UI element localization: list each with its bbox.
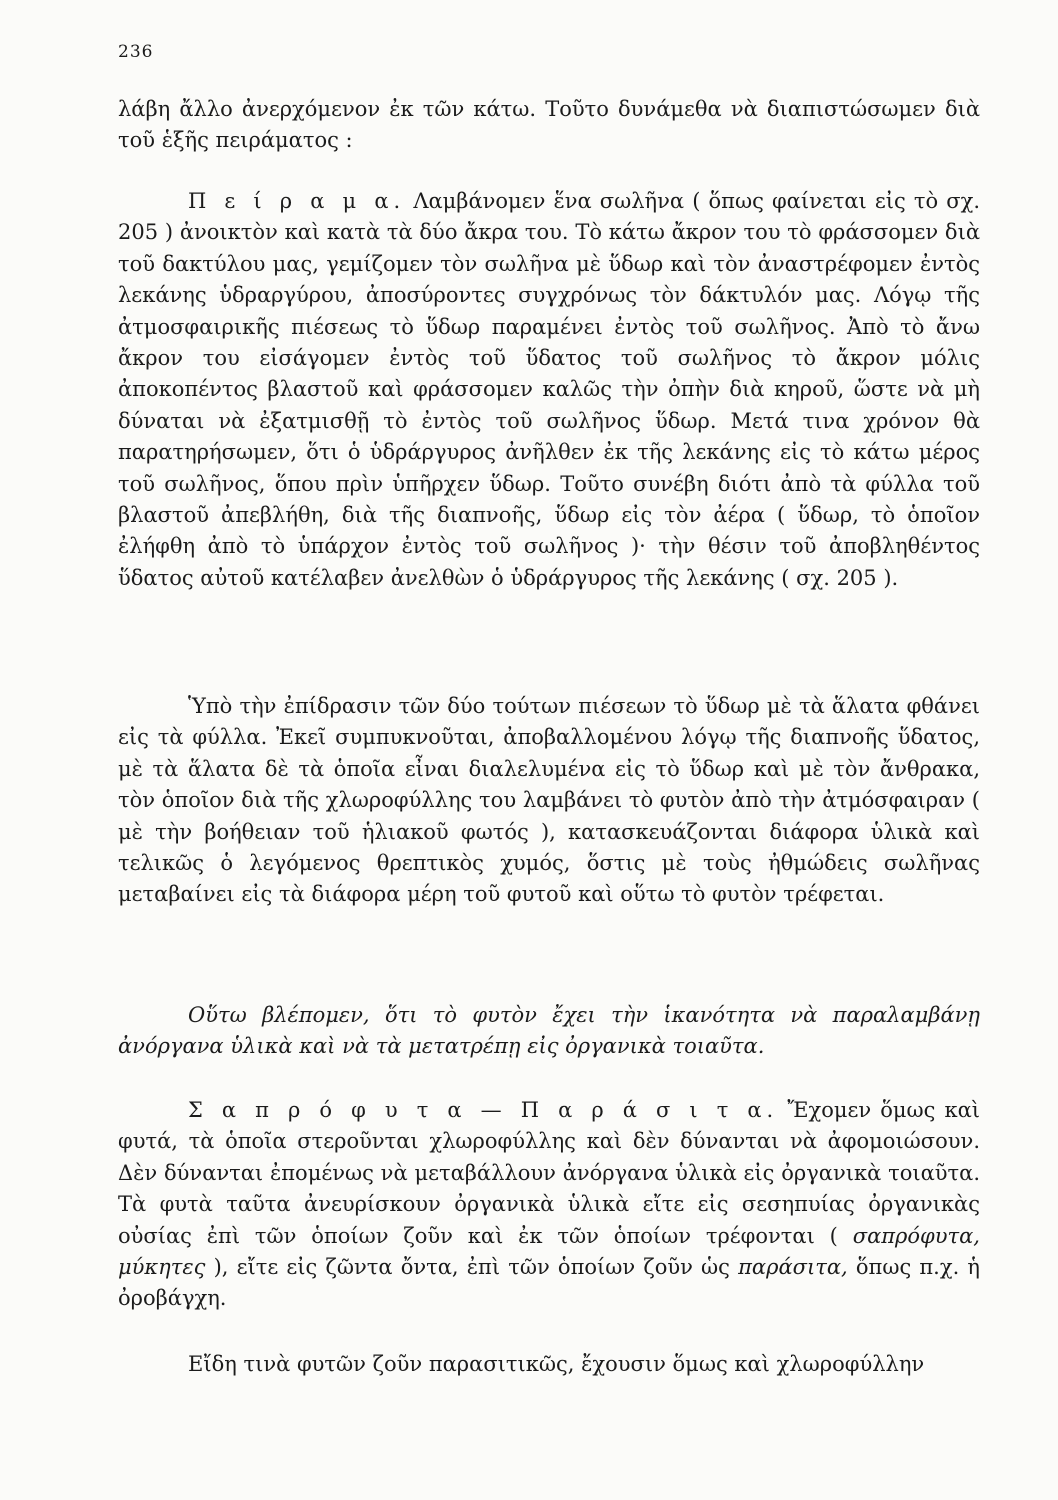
saprophytes-italic-2: παράσιτα, <box>738 1255 848 1280</box>
saprophytes-text-2: ), εἴτε εἰς ζῶντα ὄντα, ἐπὶ τῶν ὁποίων ζοῦν ὡς <box>213 1255 730 1280</box>
experiment-body <box>118 186 980 594</box>
effect-text: Ὑπὸ τὴν ἐπίδρασιν τῶν δύο τούτων πιέσεων τὸ ὕδωρ μὲ τὰ ἅλατα φθάνει εἰς τὰ φύλλα. Ἐκεῖ συμπυκνοῦται, ἀποβαλλομένου λόγῳ τῆς διαπνοῆς ὕδατος, μὲ τὰ ἅλατα δὲ τὰ ὁποῖα εἶναι διαλελυμένα εἰς τὸ ὕδωρ καὶ μὲ τὸν ἄνθρακα, τὸν ὁποῖον διὰ τῆς χλωροφύλλης του λαμβάνει τὸ φυτὸν ἀπὸ τὴν ἀτμόσφαιραν ( μὲ τὴν βοήθειαν τοῦ ἡλιακοῦ φωτός ), κατασκευάζονται διάφορα ὑλικὰ καὶ τελικῶς ὁ λεγόμενος θρεπτικὸς χυμός, ὅστις μὲ τοὺς ἠθμώδεις σωλῆνας μεταβαίνει εἰς τὰ διάφορα μέρη τοῦ φυτοῦ καὶ οὕτω τὸ φυτὸν τρέφεται. <box>118 694 980 907</box>
conclusion-paragraph <box>118 1000 980 1063</box>
intro-text: λάβη ἄλλο ἀνερχόμενον ἐκ τῶν κάτω. Τοῦτο δυνάμεθα νὰ διαπιστώσωμεν διὰ τοῦ ἑξῆς πειράματος : <box>118 97 980 153</box>
saprophytes-text-1: Ἔχομεν ὅμως καὶ φυτά, τὰ ὁποῖα στεροῦνται χλωροφύλλης καὶ δὲν δύνανται νὰ ἀφομοιώσουν. Δὲν δύνανται ἐπομένως νὰ μεταβάλλουν ἀνόργανα ὑλικὰ εἰς ὀργανικὰ τοιαῦτα. Τὰ φυτὰ ταῦτα ἀνευρίσκουν ὀργανικὰ ὑλικὰ εἴτε εἰς σεσηπυίας ὀργανικὰς οὐσίας ἐπὶ τῶν ὁποίων ζοῦν καὶ ἐκ τῶν ὁποίων τρέφονται ( <box>118 1098 980 1248</box>
intro-paragraph <box>118 94 980 157</box>
saprophytes-body <box>118 1095 980 1315</box>
parasites-paragraph <box>118 1349 980 1380</box>
effect-paragraph <box>118 691 980 911</box>
parasites-text: Εἴδη τινὰ φυτῶν ζοῦν παρασιτικῶς, ἔχουσιν ὅμως καὶ χλωροφύλλην <box>188 1352 925 1376</box>
experiment-paragraph <box>118 186 980 594</box>
saprophytes-italic-1: σαπρόφυτα, μύκητες <box>118 1223 980 1280</box>
page-number: 236 <box>118 42 154 62</box>
saprophytes-heading: Σ α π ρ ό φ υ τ α — Π α ρ ά σ ι τ α. <box>188 1098 779 1122</box>
saprophytes-text-3: ὅπως π.χ. ἡ ὀροβάγχη. <box>118 1255 981 1311</box>
saprophytes-paragraph <box>118 1095 980 1315</box>
experiment-heading: Π ε ί ρ α μ α. <box>188 189 406 213</box>
experiment-text: Λαμβάνομεν ἕνα σωλῆνα ( ὅπως φαίνεται εἰς τὸ σχ. 205 ) ἀνοικτὸν καὶ κατὰ τὰ δύο ἄκρα του. Τὸ κάτω ἄκρον του τὸ φράσσομεν διὰ τοῦ δακτύλου μας, γεμίζομεν τὸν σωλῆνα μὲ ὕδωρ καὶ τὸν ἀναστρέφομεν ἐντὸς λεκάνης ὑδραργύρου, ἀποσύροντες συγχρόνως τὸν δάκτυλόν μας. Λόγῳ τῆς ἀτμοσφαιρικῆς πιέσεως τὸ ὕδωρ παραμένει ἐντὸς τοῦ σωλῆνος. Ἀπὸ τὸ ἄνω ἄκρον του εἰσάγομεν ἐντὸς τοῦ ὕδατος τοῦ σωλῆνος τὸ ἄκρον μόλις ἀποκοπέντος βλαστοῦ καὶ φράσσομεν καλῶς τὴν ὀπὴν διὰ κηροῦ, ὥστε νὰ μὴ δύναται νὰ ἐξατμισθῇ τὸ ἐντὸς τοῦ σωλῆνος ὕδωρ. Μετά τινα χρόνον θὰ παρατηρήσωμεν, ὅτι ὁ ὑδράργυρος ἀνῆλθεν ἐκ τῆς λεκάνης εἰς τὸ κάτω μέρος τοῦ σωλῆνος, ὅπου πρὶν ὑπῆρχεν ὕδωρ. Τοῦτο συνέβη διότι ἀπὸ τὰ φύλλα τοῦ βλαστοῦ ἀπεβλήθη, διὰ τῆς διαπνοῆς, ὕδωρ εἰς τὸν ἀέρα ( ὕδωρ, τὸ ὁποῖον ἐλήφθη ἀπὸ τὸ ὑπάρχον ἐντὸς τοῦ σωλῆνος )· τὴν θέσιν τοῦ ἀποβληθέντος ὕδατος αὐτοῦ κατέλαβεν ἀνελθὼν ὁ ὑδράργυρος τῆς λεκάνης ( σχ. 205 ). <box>118 189 980 590</box>
conclusion-text: Οὕτω βλέπομεν, ὅτι τὸ φυτὸν ἔχει τὴν ἱκανότητα νὰ παραλαμβάνῃ ἀνόργανα ὑλικὰ καὶ νὰ τὰ μετατρέπῃ εἰς ὀργανικὰ τοιαῦτα. <box>118 1003 980 1059</box>
